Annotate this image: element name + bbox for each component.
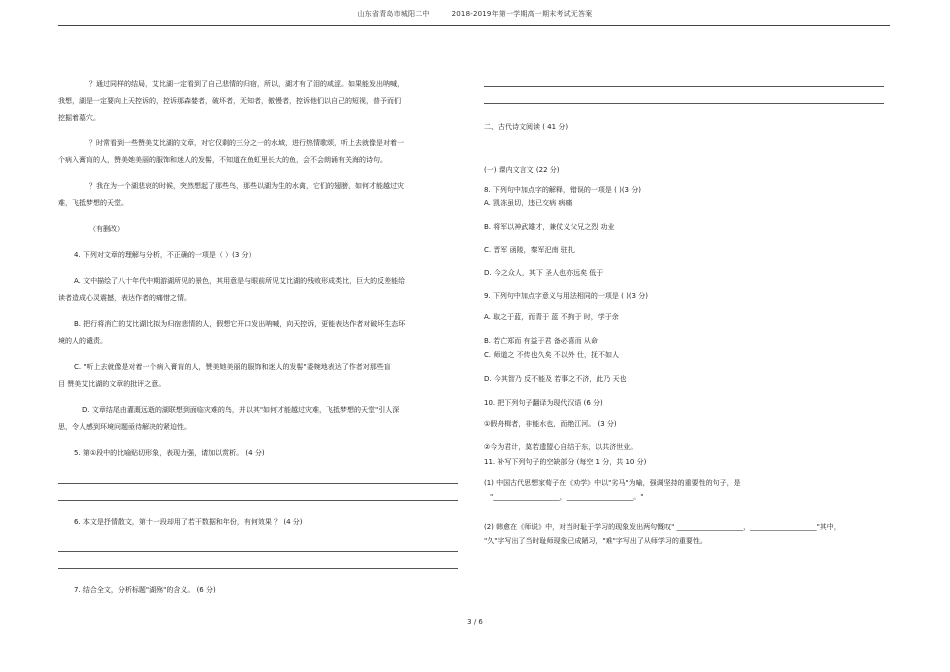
paragraph-line: ？我在为一个湖悲哀的时候，突然想起了那些鸟，那些以湖为生的水禽，它们的翅膀，如何才能越过灾 bbox=[89, 182, 404, 190]
sub-question: (2) 韩愈在《师说》中，对当时耻于学习的现象发出两句慨叹" ___________________，___________________"其中， bbox=[484, 523, 841, 531]
answer-line[interactable] bbox=[58, 551, 458, 552]
sub-question: (1) 中国古代思想家荀子在《劝学》中以"劣马"为喻，强调坚持的重要性的句子，是 bbox=[484, 479, 741, 487]
answer-line[interactable] bbox=[484, 103, 884, 104]
question-4: 4. 下列对文章的理解与分析，不正确的一项是（ ）(3 分） bbox=[74, 251, 256, 259]
paragraph-line: 我想，湖是一定要向上天控诉的，控诉那森婪者，破坏者，无知者，傲慢者，控诉他们以自己的短视，普予而们 bbox=[58, 97, 401, 105]
paragraph-line: ？通过同样的结局，艾比湖一定看到了自己悲情的归宿，所以，湖才有了泪的咸涩。如果能发出呐喊， bbox=[89, 80, 404, 88]
answer-line[interactable] bbox=[58, 568, 458, 569]
question-11: 11. 补写下列句子的空缺部分 (每空 1 分，共 10 分) bbox=[484, 458, 647, 466]
option-c-cont: 目 赞美艾比湖的文章的批评之意。 bbox=[58, 380, 166, 388]
option-b: B. 把行将消亡的艾比湖比拟为归宿悲情的人，假想它开口发出呐喊，向天控诉，更能表达作者对破坏生态环 bbox=[74, 320, 406, 328]
option-a: A. 文中描绘了八十年代中期游湖所见的景色，其用意是与眼前所见艾比湖的残败形成类比，巨大的反差能给 bbox=[74, 277, 406, 285]
sub-question: ①假舟楫者，非能水也，而绝江河。 (3 分) bbox=[484, 420, 617, 428]
paragraph-line: 挖掘着墓穴。 bbox=[58, 114, 100, 122]
question-9: 9. 下列句中加点字意义与用法相同的一项是 ( )(3 分) bbox=[484, 292, 648, 300]
answer-line[interactable] bbox=[58, 500, 458, 501]
page-header bbox=[0, 9, 950, 19]
page-number: 3 / 6 bbox=[467, 618, 483, 626]
header-title: 2018-2019年第一学期高一期末考试无答案 bbox=[451, 10, 593, 18]
option-b: B. 将军以神武雄才，兼仗义父兄之烈 功业 bbox=[484, 223, 615, 231]
question-7: 7. 结合全文，分析标题"湖殇"的含义。 (6 分) bbox=[74, 586, 216, 594]
option-c: C. 师道之 不传也久矣 不以外 仕，抚不如人 bbox=[484, 351, 620, 359]
option-a: A. 凯冻虽切，违已交病 病痛 bbox=[484, 199, 573, 207]
option-d: D. 文章结尾由灌溉远逝的湖联想到面临灾难的鸟，并以其"如何才能越过灾难，飞抵梦想的天堂"引人深 bbox=[82, 406, 400, 414]
option-d: D. 今之众人，其下 圣人也亦远矣 低于 bbox=[484, 269, 604, 277]
option-a-cont: 读者造成心灵震撼，表达作者的痛惜之情。 bbox=[58, 294, 191, 302]
question-5: 5. 第①段中的比喻贴切形象，表现力强，请加以赏析。 (4 分) bbox=[74, 449, 265, 457]
paragraph-line: ？时常看到一些赞美艾比湖的文章，对它仅剩的三分之一的水域，进行热情歌颂，听上去就像是对着一 bbox=[89, 139, 404, 147]
paragraph-line: 难，飞抵梦想的天堂。 bbox=[58, 199, 128, 207]
option-a: A. 取之于蓝，而青于 蓝 不拘于 时，学于余 bbox=[484, 313, 619, 321]
source-note: （有删改） bbox=[89, 225, 124, 233]
header-school: 山东省青岛市城阳二中 bbox=[357, 10, 430, 18]
fill-blank[interactable]: "___________________，___________________。" bbox=[490, 493, 644, 501]
option-b-cont: 境的人的谴责。 bbox=[58, 337, 107, 345]
option-c: C. "听上去就像是对着一个病入膏肓的人，赞美她美丽的服饰和迷人的发髻"委婉地表达了作者对那些盲 bbox=[74, 363, 391, 371]
subsection-title: (一) 课内文言文 (22 分) bbox=[484, 166, 560, 174]
option-c: C. 晋军 函陵，秦军汜南 驻扎 bbox=[484, 246, 575, 254]
section-title: 二、古代诗文阅读 ( 41 分) bbox=[484, 123, 569, 131]
paragraph-line: 个病入膏肓的人，赞美她美丽的服饰和迷人的发髻，不知道在鱼虹里长大的鱼，会不会朗诵有关海的诗句。 bbox=[58, 156, 387, 164]
option-b: B. 若亡郑而 有益于君 备必喜而 从命 bbox=[484, 337, 598, 345]
question-6: 6. 本文是抒情散文，第十一段却用了若干数据和年份，有何效果 ？ (4 分) bbox=[74, 518, 303, 526]
question-8: 8. 下列句中加点字的解释，错误的一项是 ( )(3 分) bbox=[484, 186, 641, 194]
sub-question: ②今为君计，莫若遗盟心自结于东，以共济世业。 bbox=[484, 443, 638, 451]
option-d-cont: 思，令人感到环境问题亟待解决的紧迫性。 bbox=[58, 423, 191, 431]
answer-line[interactable] bbox=[484, 86, 884, 87]
sub-question-cont: "久"字写出了当时耻师现象已成陋习，"难"字写出了从师学习的重要性。 bbox=[484, 537, 707, 545]
answer-line[interactable] bbox=[58, 483, 458, 484]
option-d: D. 今其智乃 反不能及 若事之不济，此乃 天也 bbox=[484, 375, 627, 383]
header-divider bbox=[58, 25, 890, 26]
question-10: 10. 把下列句子翻译为现代汉语 (6 分) bbox=[484, 399, 603, 407]
